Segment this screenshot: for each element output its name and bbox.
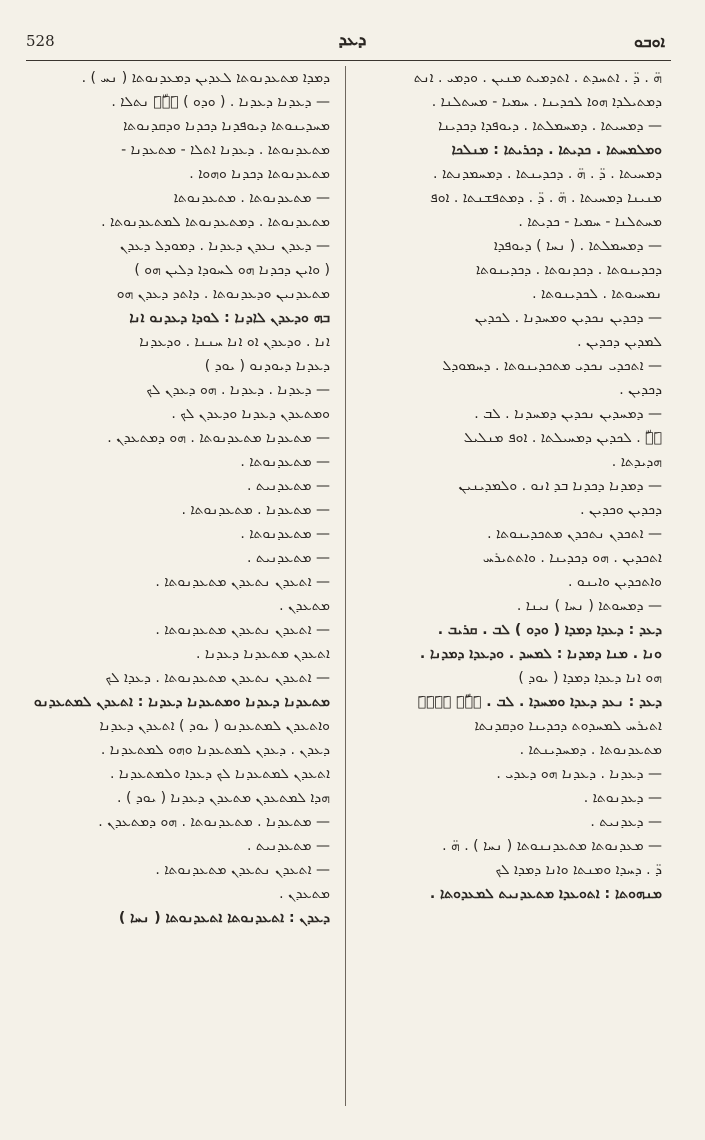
text-line: ܡܚܬܠܢܐ - ܚܡܝܐ - ܟܕܝܬܐ . — [518, 214, 662, 230]
text-line: ܘܐܬܥܕܢ ܠܡܬܥܕܢܘ ( ܝܘܕ ) ܐܬܥܕܢ ܕܥܕܢܐ — [99, 718, 330, 734]
text-line: ܠܡܕܝܢ ܕܟܕܝܢ . — [577, 334, 662, 350]
text-line: ܗܘ ܐܢܐ ܕܥܕܐ ܕܡܕܐ ( ܝܘܕ ) — [518, 670, 662, 686]
text-line: — ܕܡܚܡܠܬܐ . ( ܢܚܐ ) ܕܝܘܦܕܐ — [493, 238, 662, 254]
text-line: — ܐܬܥܕܢ ܢܬܥܕܢ ܡܬܥܕܢܘܬܐ . ܕܥܕܐ ܠܟ — [105, 670, 330, 686]
text-line: ܗ̈ . ܕ̈ . ܐܬܚܕܬ . ܐܬܕܡܝܬ ܡܢܝܢ . ܘܕܡܝ . ܐܢܬ — [413, 70, 662, 86]
text-line: — ܡܥܕܢܘܬܐ ܡܬܥܕܢܢܘܬܐ ( ܢܚܐ ) . ܗ̈ . — [442, 838, 662, 854]
text-line: — ܕܥܕܢܐ . ܕܥܕܢܐ ܗܘ ܕܥܕܝ . — [496, 766, 662, 782]
text-line: — ܐܬܥܕܢ ܢܬܥܕܢ ܡܬܥܕܢܘܬܐ . — [155, 622, 330, 638]
text-line: ( ܘܐܝܢ ܕܟܕܢܐ ܗܘ ܠܚܘܕܐ ܕܠܝܢ ܗܘ ) — [134, 262, 330, 278]
right-column — [358, 66, 662, 1106]
running-head-section: ܐܘܒܘ — [634, 32, 665, 51]
text-line: ܡܬܥܕܢܐ ܕܥܕܢܐ ܘܡܬܥܕܢܐ ܕܥܕܢܐ : ܐܬܥܕܢ ܠܡܬܥܕܢܘ — [33, 694, 330, 710]
text-line: ܢܡܚܝܘܬܐ . ܠܟܕܝܢܘܬܐ . — [532, 286, 662, 302]
text-line: — ܡܬܥܕܢܘܬܐ . ܡܬܥܕܢܘܬܐ — [173, 190, 330, 206]
text-line: ܡܬܥܕܢܘܬܐ . ܕܡܬܥܕܢܘܬܐ ܠܡܬܥܕܢܘܬܐ . — [101, 214, 330, 230]
text-line: — ܐܬܥܕܢ ܢܬܥܕܢ ܡܬܥܕܢܘܬܐ . — [155, 574, 330, 590]
text-line: ܡܬܥܕܢܘܬܐ . ܕܡܚܕܝܢܬܐ . — [519, 742, 662, 758]
text-line: ܐܬܝܪܚ ܠܡܚܕܘܬ ܕܟܕܝܢܐ ܘܕܩܕܢܬܐ — [474, 718, 662, 734]
running-head-word: ܕܥܕ — [338, 30, 367, 50]
text-line: ܘܢܐ . ܡܢܐ ܕܡܕܢܐ : ܠܡܚܕ . ܘܕܥܕܐ ܕܡܕܢܐ . — [419, 646, 662, 662]
text-line: ܡܬܥܕܢܘܬܐ . ܕܥܕܢܐ ܐܬܠܐ - ܡܬܥܕܢܐ - — [121, 142, 330, 158]
text-line: — ܡܬܥܕܢܐ . ܡܬܥܕܢܘܬܐ . ܗܘ ܕܡܬܥܕܢ . — [98, 814, 330, 830]
text-line: — ܐܬܥܕܢ ܢܬܥܕܢ ܡܬܥܕܢܘܬܐ . — [155, 862, 330, 878]
text-line: ܡܬܥܕܢܘܬܐ ܕܟܕܢܐ ܘܗܘܐ . — [189, 166, 330, 182]
text-line: ܗܕܝܕܬܐ . — [611, 454, 662, 470]
text-line: — ܕܥܕܢܘܬܐ . — [583, 790, 662, 806]
text-line: ܐܢܐ . ܘܕܥܕܢ ܐܘ ܐܢܐ ܚܢܢܐ . ܘܕܥܕܢܐ — [139, 334, 330, 350]
text-line: — ܕܥܕܢܝܬ . — [590, 814, 662, 830]
text-line: — ܐܬܟܕܝ ܢܟܕܝ ܡܬܟܕܝܢܘܬܐ . ܕܚܡܘܕܠ — [442, 358, 662, 374]
text-line: ܕܥܕܢ . ܕܥܕܢ ܠܡܬܥܕܢܐ ܘܗܘ ܠܡܬܥܕܢܐ . — [100, 742, 330, 758]
text-line: — ܡܬܥܕܢܝܬ . — [247, 838, 330, 854]
text-line: ܕܟܕܝܢ ܘܟܕܝܢ . — [580, 502, 662, 518]
text-line: ܕܟܕܝܢ . — [619, 382, 662, 398]
page-number: 528 — [26, 32, 55, 50]
text-line: — ܕܡܕܢܐ ܕܟܕܢܐ ܒܕ ܐܢܘ . ܘܠܡܕܝܢܝܢ — [458, 478, 662, 494]
text-line: ܕܥܕ : ܕܥܕܐ ܕܡܕܐ ( ܘܕܘ ) ܠܒ . ܩܪܝܒ . — [437, 622, 662, 638]
text-line: ܒܗ ܘܕܥܕܢ ܠܐܕܢܐ : ܠܘܕܐ ܕܥܕܢܘ ܐܢܐ — [129, 310, 330, 326]
text-line: ܐܬܟܕܝܢ . ܗܘ ܕܟܕܝܢܐ . ܘܐܬܬܝܪܚ — [482, 550, 662, 566]
text-line: — ܡܬܥܕܢܝܬ . — [247, 550, 330, 566]
text-line: ܕܥܕ : ܢܥܕ ܕܥܕܐ ܘܡܚܕܐ . ܠܒ . ܪَܩَّܨَ ܘَܩَܦَܙَ — [417, 694, 662, 710]
text-line: ܐܬܥܕܢ ܠܡܬܥܕܢܐ ܠܟ ܕܥܕܐ ܘܠܡܬܥܕܢܐ . — [109, 766, 330, 782]
text-line: ܡܢܝܢܐ ܕܡܚܝܬܐ . ܗ̈ . ܕ̈ . ܕܡܬܦܫܢܬܐ . ܐܘܦ — [430, 190, 662, 206]
running-head — [0, 30, 705, 58]
text-line: ܕܡܚܝܬܐ . ܕ̈ . ܗ̈ . ܕܟܕܝܢܬܐ . ܕܡܚܡܕܢܬܐ . — [433, 166, 662, 182]
text-line: ܗܕܐ ܠܡܬܥܕܢ ܡܬܥܕܢ ܕܥܕܢܐ ( ܝܘܕ ) . — [117, 790, 330, 806]
text-line: ܡܬܥܕܢܝܢ ܘܕܥܕܢܘܬܐ . ܕܐܬܕ ܕܥܕܢ ܗܘ — [116, 286, 330, 302]
text-line: ܕ̈ . ܕܚܕܐ ܘܡܢܬܐ ܘܐܢܐ ܕܡܕܐ ܠܟ — [495, 862, 662, 878]
text-line: ܡܚܕܝܢܘܬܐ ܕܝܘܦܕܢܐ ܕܟܕܢܐ ܘܕܩܕܢܘܬܐ — [123, 118, 330, 134]
text-line: — ܕܡܚܝܬܐ . ܕܡܚܡܠܬܐ . ܕܝܘܦܕܐ ܕܟܕܝܢܐ — [438, 118, 662, 134]
header-rule — [26, 60, 671, 61]
text-line: ܘܡܬܥܕܢ ܕܥܕܢܐ ܘܕܥܕܢ ܠܟ . — [171, 406, 330, 422]
text-line: — ܕܥܕܢ ܢܥܕܢ ܕܥܕܢܐ . ܕܡܘܕܠ ܕܥܕܢ — [119, 238, 330, 254]
text-line: — ܡܬܥܕܢܝܬ . — [247, 478, 330, 494]
text-line: ܘܐܬܟܕܝܢ ܘܐܝܢܘ . — [568, 574, 662, 590]
text-line: — ܕܥܕܢܐ ܕܥܕܢܐ . ( ܘܕܘ ) ܪَܩَّܨَ ܢܬܠܐ . — [111, 94, 330, 110]
text-line: — ܕܟܕܝܢ ܢܟܕܝܢ ܘܡܚܕܢܐ . ܠܟܕܝܢ — [474, 310, 662, 326]
text-line: — ܐܬܟܕܢ ܢܬܟܕܢ ܡܬܟܕܝܢܘܬܐ . — [487, 526, 662, 542]
text-line: ܡܬܥܕܢ . — [279, 886, 330, 902]
text-line: — ܕܡܚܕܝܢ ܢܟܕܝܢ ܕܡܚܕܢܐ . ܠܒ . — [474, 406, 662, 422]
text-line: ܘܡܠܡܚܬܐ . ܟܕܝܬܐ . ܕܟܪܝܬܐ : ܡܢܠܟܐ — [451, 142, 662, 158]
text-line: — ܡܬܥܕܢܘܬܐ . — [240, 526, 330, 542]
text-line: — ܕܥܕܢܐ . ܕܥܕܢܐ . ܗܘ ܕܥܕܢ ܠܟ — [146, 382, 330, 398]
text-line: ܕܟܕܝܢܘܬܐ . ܕܟܕܢܘܬܐ . ܕܟܕܝܢܘܬܐ — [475, 262, 662, 278]
column-divider — [345, 66, 346, 1106]
left-column — [26, 66, 330, 1106]
text-line: — ܡܬܥܕܢܐ ܡܬܥܕܢܘܬܐ . ܗܘ ܕܡܬܥܕܢ . — [107, 430, 330, 446]
text-line: ܡܢܗܘܬܐ : ܐܬܘܥܕܐ ܡܬܥܕܢܝܬ ܠܡܥܕܘܬܐ . — [429, 886, 662, 902]
text-line: — ܡܬܥܕܢܘܬܐ . — [240, 454, 330, 470]
text-line: ܕܡܕܐ ܡܬܥܕܢܘܬܐ ܠܥܕܝܢ ܕܡܥܕܢܘܬܐ ( ܢܚ ) . — [81, 70, 330, 86]
text-line: ܕܡܬܝܠܕܐ ܗܘܐ ܠܟܕܝܢܐ . ܚܡܝܐ - ܡܚܬܠܢܐ . — [431, 94, 662, 110]
text-line: — ܡܬܥܕܢܐ . ܡܬܥܕܢܘܬܐ . — [181, 502, 330, 518]
text-line: — ܕܡܚܘܬܐ ( ܢܚܐ ) ܢܝܢܐ . — [516, 598, 662, 614]
text-line: ܕܥܕܢܐ ܕܝܘܕܢܘ ( ܝܘܕ ) — [204, 358, 330, 374]
text-line: ܐܬܥܕܢ ܡܬܥܕܢܐ ܕܥܕܢܐ . — [196, 646, 330, 662]
text-line: ܪَܩَّ . ܠܟܕܝܢ ܕܡܚܝܠܬܐ . ܐܘܦ ܡܢܠܝܠ — [463, 430, 662, 446]
text-line: ܡܬܥܕܢ . — [279, 598, 330, 614]
text-line: ܕܥܕܢ : ܐܬܥܕܢܘܬܐ ܐܬܥܕܢܘܬܐ ( ܢܚܐ ) — [118, 910, 330, 926]
